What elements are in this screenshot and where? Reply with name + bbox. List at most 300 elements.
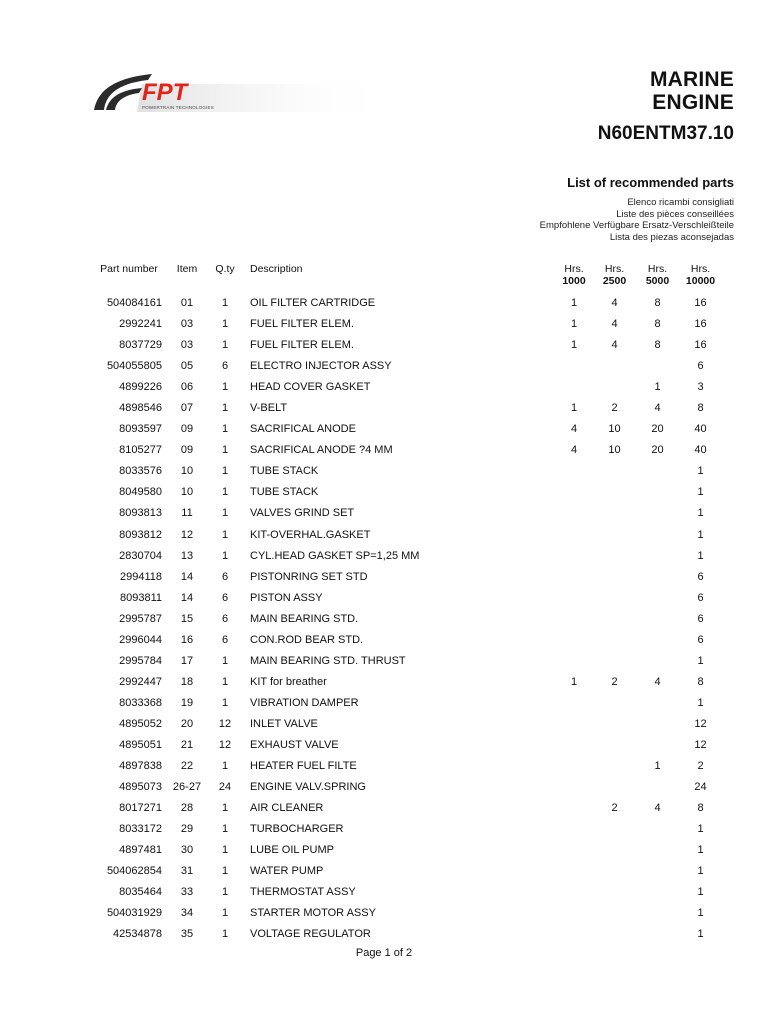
item-cell: 28 — [180, 802, 194, 815]
hrs-1000-cell — [555, 503, 593, 524]
item-cell: 29 — [180, 823, 194, 836]
hrs-5000-cell — [636, 503, 679, 524]
hrs-5000-cell: 4 — [654, 675, 661, 688]
description-cell: KIT for breather — [250, 675, 327, 688]
title-line-2: ENGINE — [652, 91, 734, 114]
item-cell: 01 — [180, 297, 194, 309]
table-row — [96, 735, 722, 756]
table-row — [96, 924, 722, 945]
hrs-2500-cell — [593, 735, 636, 756]
hrs-2500-cell: 4 — [611, 339, 618, 352]
engine-model: N60ENTM37.10 — [597, 123, 734, 144]
hrs-2500-cell — [593, 356, 636, 377]
qty-cell: 1 — [221, 865, 229, 878]
hrs-5000-cell — [636, 840, 679, 861]
hrs-10000-cell: 6 — [697, 570, 704, 583]
qty-cell: 1 — [221, 907, 229, 920]
hrs-2500-cell — [593, 924, 636, 945]
table-row — [96, 903, 722, 924]
description-cell: VOLTAGE REGULATOR — [250, 928, 371, 941]
hrs-10000-cell: 2 — [697, 760, 704, 773]
hrs-1000-cell — [555, 588, 593, 609]
hrs-10000-cell: 1 — [697, 844, 704, 857]
hrs-5000-cell — [636, 777, 679, 798]
item-cell: 10 — [180, 486, 194, 499]
hrs-5000-cell — [636, 693, 679, 714]
qty-cell: 1 — [221, 444, 229, 457]
hrs-10000-cell: 1 — [697, 696, 704, 709]
part-number-cell: 8105277 — [119, 444, 162, 457]
hrs-5000-cell: 1 — [654, 381, 661, 394]
table-row — [96, 651, 722, 672]
table-header-row — [96, 260, 722, 293]
part-number-cell: 8033172 — [119, 823, 162, 836]
qty-cell: 1 — [221, 549, 229, 562]
hrs-5000-cell — [636, 882, 679, 903]
hrs-value: 1000 — [562, 275, 586, 287]
hrs-5000-cell: 8 — [654, 297, 661, 309]
part-number-cell: 2996044 — [119, 633, 162, 646]
parts-table-body — [96, 293, 722, 945]
part-number-cell: 42534878 — [113, 928, 162, 941]
part-number-cell: 2992447 — [119, 675, 162, 688]
item-cell: 09 — [180, 444, 194, 457]
hrs-2500-cell — [593, 819, 636, 840]
description-cell: THERMOSTAT ASSY — [250, 886, 356, 899]
qty-cell: 1 — [221, 528, 229, 541]
fpt-wordmark: FPT — [142, 79, 188, 106]
description-cell: CON.ROD BEAR STD. — [250, 633, 364, 646]
col-hrs-10000 — [679, 260, 722, 293]
hrs-1000-cell — [555, 567, 593, 588]
description-cell: TUBE STACK — [250, 486, 319, 499]
description-cell: TUBE STACK — [250, 465, 319, 478]
hrs-2500-cell — [593, 461, 636, 482]
subtitle-block — [540, 174, 734, 243]
hrs-label: Hrs. — [564, 263, 584, 275]
qty-cell: 1 — [221, 928, 229, 941]
item-cell: 34 — [180, 907, 194, 920]
item-cell: 05 — [180, 360, 194, 373]
title-block — [598, 68, 734, 145]
qty-cell: 1 — [221, 486, 229, 499]
item-cell: 15 — [180, 612, 194, 625]
fpt-swoosh-icon — [92, 72, 392, 116]
hrs-1000-cell — [555, 819, 593, 840]
hrs-1000-cell — [555, 798, 593, 819]
part-number-cell: 8037729 — [119, 339, 162, 352]
hrs-2500-cell — [593, 567, 636, 588]
hrs-1000-cell: 4 — [570, 444, 578, 457]
hrs-1000-cell: 4 — [570, 423, 578, 436]
item-cell: 16 — [180, 633, 194, 646]
part-number-cell: 8049580 — [119, 486, 162, 499]
table-row — [96, 588, 722, 609]
hrs-10000-cell: 12 — [694, 738, 707, 751]
hrs-1000-cell: 1 — [570, 339, 578, 352]
qty-cell: 1 — [221, 760, 229, 773]
table-row — [96, 546, 722, 567]
hrs-10000-cell: 1 — [697, 865, 704, 878]
qty-cell: 1 — [221, 465, 229, 478]
hrs-2500-cell: 10 — [608, 444, 621, 457]
hrs-1000-cell — [555, 840, 593, 861]
qty-cell: 6 — [221, 360, 229, 373]
translation-fr: Liste des pièces conseillées — [616, 208, 734, 220]
hrs-5000-cell: 4 — [654, 802, 661, 815]
part-number-cell: 4895052 — [119, 717, 162, 730]
description-cell: PISTONRING SET STD — [250, 570, 368, 583]
qty-cell: 1 — [221, 318, 229, 331]
hrs-1000-cell — [555, 525, 593, 546]
hrs-1000-cell — [555, 377, 593, 398]
description-cell: FUEL FILTER ELEM. — [250, 339, 354, 352]
qty-cell: 1 — [221, 423, 229, 436]
hrs-1000-cell: 1 — [570, 675, 578, 688]
hrs-2500-cell — [593, 693, 636, 714]
hrs-10000-cell: 1 — [697, 528, 704, 541]
hrs-2500-cell — [593, 840, 636, 861]
hrs-1000-cell: 1 — [570, 297, 578, 309]
col-description: Description — [250, 263, 303, 275]
qty-cell: 6 — [221, 612, 229, 625]
table-row — [96, 777, 722, 798]
part-number-cell: 8033368 — [119, 696, 162, 709]
hrs-10000-cell: 6 — [697, 591, 704, 604]
hrs-2500-cell: 4 — [611, 318, 618, 331]
hrs-10000-cell: 40 — [694, 423, 707, 436]
table-row — [96, 398, 722, 419]
table-row — [96, 756, 722, 777]
hrs-5000-cell — [636, 609, 679, 630]
hrs-2500-cell: 2 — [611, 675, 618, 688]
item-cell: 26-27 — [172, 781, 202, 794]
description-cell: EXHAUST VALVE — [250, 738, 339, 751]
hrs-5000-cell — [636, 525, 679, 546]
qty-cell: 1 — [221, 802, 229, 815]
qty-cell: 6 — [221, 633, 229, 646]
qty-cell: 1 — [221, 823, 229, 836]
hrs-10000-cell: 6 — [697, 360, 704, 373]
table-row — [96, 335, 722, 356]
hrs-1000-cell — [555, 693, 593, 714]
hrs-5000-cell — [636, 924, 679, 945]
part-number-cell: 2994118 — [119, 570, 162, 583]
qty-cell: 1 — [221, 886, 229, 899]
hrs-1000-cell — [555, 756, 593, 777]
item-cell: 03 — [180, 339, 194, 352]
hrs-1000-cell — [555, 609, 593, 630]
hrs-2500-cell — [593, 630, 636, 651]
description-cell: KIT-OVERHAL.GASKET — [250, 528, 371, 541]
title-line-1: MARINE — [649, 68, 734, 91]
hrs-2500-cell — [593, 503, 636, 524]
hrs-1000-cell — [555, 714, 593, 735]
part-number-cell: 8017271 — [119, 802, 162, 815]
table-row — [96, 461, 722, 482]
hrs-10000-cell: 16 — [694, 318, 707, 331]
hrs-10000-cell: 1 — [697, 823, 704, 836]
table-row — [96, 630, 722, 651]
description-cell: VALVES GRIND SET — [250, 507, 355, 520]
description-cell: ELECTRO INJECTOR ASSY — [250, 360, 392, 373]
hrs-5000-cell: 8 — [654, 318, 661, 331]
table-row — [96, 840, 722, 861]
qty-cell: 1 — [221, 696, 229, 709]
hrs-2500-cell — [593, 609, 636, 630]
hrs-2500-cell — [593, 651, 636, 672]
part-number-cell: 4897481 — [119, 844, 162, 857]
hrs-2500-cell — [593, 756, 636, 777]
description-cell: ENGINE VALV.SPRING — [250, 781, 366, 794]
description-cell: CYL.HEAD GASKET SP=1,25 MM — [250, 549, 420, 562]
item-cell: 09 — [180, 423, 194, 436]
item-cell: 07 — [180, 402, 194, 415]
part-number-cell: 8035464 — [119, 886, 162, 899]
hrs-2500-cell — [593, 903, 636, 924]
table-row — [96, 356, 722, 377]
logo-tagline: POWERTRAIN TECHNOLOGIES — [142, 105, 214, 110]
table-row — [96, 293, 722, 314]
hrs-1000-cell — [555, 735, 593, 756]
part-number-cell: 4895051 — [119, 738, 162, 751]
hrs-2500-cell — [593, 525, 636, 546]
hrs-5000-cell — [636, 482, 679, 503]
hrs-1000-cell — [555, 651, 593, 672]
hrs-1000-cell — [555, 630, 593, 651]
hrs-10000-cell: 40 — [694, 444, 707, 457]
description-cell: FUEL FILTER ELEM. — [250, 318, 354, 331]
col-item: Item — [176, 263, 198, 275]
translation-it: Elenco ricambi consigliati — [627, 197, 734, 208]
description-cell: V-BELT — [250, 402, 288, 415]
part-number-cell: 2995787 — [119, 612, 162, 625]
hrs-5000-cell — [636, 714, 679, 735]
part-number-cell: 8093812 — [119, 528, 162, 541]
hrs-10000-cell: 6 — [697, 612, 704, 625]
description-cell: OIL FILTER CARTRIDGE — [250, 297, 376, 309]
hrs-5000-cell: 4 — [654, 402, 661, 415]
col-hrs-1000 — [555, 260, 593, 293]
translation-es: Lista des piezas aconsejadas — [609, 231, 734, 243]
table-row — [96, 672, 722, 693]
item-cell: 20 — [180, 717, 194, 730]
translation-de: Empfohlene Verfügbare Ersatz-Verschleißteile — [539, 220, 734, 232]
qty-cell: 24 — [218, 781, 232, 794]
hrs-1000-cell — [555, 546, 593, 567]
hrs-10000-cell: 24 — [694, 781, 707, 794]
fpt-logo — [92, 72, 392, 116]
description-cell: STARTER MOTOR ASSY — [250, 907, 376, 920]
table-row — [96, 482, 722, 503]
item-cell: 30 — [180, 844, 194, 857]
hrs-5000-cell — [636, 356, 679, 377]
item-cell: 31 — [180, 865, 194, 878]
hrs-10000-cell: 1 — [697, 507, 704, 520]
hrs-1000-cell — [555, 356, 593, 377]
hrs-2500-cell: 2 — [611, 802, 618, 815]
hrs-10000-cell: 6 — [697, 633, 704, 646]
table-row — [96, 440, 722, 461]
description-cell: VIBRATION DAMPER — [250, 696, 359, 709]
hrs-5000-cell — [636, 903, 679, 924]
hrs-10000-cell: 16 — [694, 339, 707, 352]
part-number-cell: 4898546 — [119, 402, 162, 415]
hrs-5000-cell: 1 — [654, 760, 661, 773]
description-cell: MAIN BEARING STD. — [250, 612, 359, 625]
hrs-1000-cell — [555, 861, 593, 882]
description-cell: HEAD COVER GASKET — [250, 381, 371, 394]
hrs-5000-cell: 20 — [651, 444, 664, 457]
hrs-2500-cell — [593, 482, 636, 503]
hrs-2500-cell: 10 — [608, 423, 621, 436]
table-row — [96, 567, 722, 588]
part-number-cell: 8093813 — [119, 507, 162, 520]
hrs-10000-cell: 8 — [697, 802, 704, 815]
hrs-5000-cell — [636, 861, 679, 882]
col-hrs-5000 — [636, 260, 679, 293]
col-part-number: Part number — [100, 263, 158, 275]
hrs-5000-cell: 20 — [651, 423, 664, 436]
item-cell: 18 — [180, 675, 194, 688]
description-cell: TURBOCHARGER — [250, 823, 344, 836]
hrs-2500-cell — [593, 588, 636, 609]
item-cell: 19 — [180, 696, 194, 709]
item-cell: 06 — [180, 381, 194, 394]
qty-cell: 1 — [221, 381, 229, 394]
hrs-10000-cell: 1 — [697, 907, 704, 920]
hrs-5000-cell — [636, 735, 679, 756]
hrs-10000-cell: 8 — [697, 675, 704, 688]
description-cell: WATER PUMP — [250, 865, 324, 878]
qty-cell: 1 — [221, 339, 229, 352]
table-row — [96, 525, 722, 546]
hrs-2500-cell: 4 — [611, 297, 618, 309]
hrs-1000-cell: 1 — [570, 318, 578, 331]
part-number-cell: 504062854 — [106, 865, 162, 878]
part-number-cell: 8033576 — [119, 465, 162, 478]
hrs-label: Hrs. — [604, 263, 625, 275]
hrs-10000-cell: 1 — [697, 654, 704, 667]
table-row — [96, 882, 722, 903]
hrs-value: 5000 — [645, 275, 670, 287]
hrs-2500-cell — [593, 714, 636, 735]
hrs-10000-cell: 1 — [697, 886, 704, 899]
hrs-1000-cell — [555, 482, 593, 503]
table-row — [96, 819, 722, 840]
hrs-2500-cell — [593, 882, 636, 903]
qty-cell: 1 — [221, 507, 229, 520]
description-cell: SACRIFICAL ANODE ?4 MM — [250, 444, 393, 457]
item-cell: 21 — [180, 738, 194, 751]
hrs-1000-cell — [555, 903, 593, 924]
hrs-value: 10000 — [685, 275, 716, 287]
qty-cell: 1 — [221, 844, 229, 857]
hrs-10000-cell: 12 — [694, 717, 707, 730]
table-row — [96, 377, 722, 398]
table-row — [96, 714, 722, 735]
col-qty: Q.ty — [215, 263, 235, 275]
table-row — [96, 503, 722, 524]
item-cell: 13 — [180, 549, 194, 562]
hrs-10000-cell: 1 — [697, 486, 704, 499]
description-cell: MAIN BEARING STD. THRUST — [250, 654, 406, 667]
hrs-5000-cell — [636, 819, 679, 840]
table-row — [96, 609, 722, 630]
hrs-10000-cell: 3 — [697, 381, 704, 394]
description-cell: AIR CLEANER — [250, 802, 324, 815]
description-cell: LUBE OIL PUMP — [250, 844, 334, 857]
description-cell: SACRIFICAL ANODE — [250, 423, 356, 436]
qty-cell: 12 — [218, 717, 232, 730]
hrs-label: Hrs. — [647, 263, 668, 275]
hrs-value: 2500 — [602, 275, 627, 287]
item-cell: 12 — [180, 528, 194, 541]
hrs-1000-cell — [555, 924, 593, 945]
hrs-5000-cell — [636, 588, 679, 609]
table-row — [96, 419, 722, 440]
list-title: List of recommended parts — [567, 175, 734, 190]
hrs-5000-cell — [636, 461, 679, 482]
hrs-label: Hrs. — [690, 263, 711, 275]
item-cell: 03 — [180, 318, 194, 331]
hrs-5000-cell — [636, 630, 679, 651]
hrs-1000-cell — [555, 461, 593, 482]
table-row — [96, 693, 722, 714]
part-number-cell: 4897838 — [119, 760, 162, 773]
item-cell: 22 — [180, 760, 194, 773]
hrs-10000-cell: 1 — [697, 465, 704, 478]
hrs-1000-cell — [555, 777, 593, 798]
hrs-2500-cell — [593, 861, 636, 882]
hrs-2500-cell — [593, 377, 636, 398]
item-cell: 11 — [181, 507, 193, 520]
hrs-10000-cell: 8 — [697, 402, 704, 415]
qty-cell: 1 — [221, 675, 229, 688]
item-cell: 35 — [180, 928, 194, 941]
hrs-2500-cell: 2 — [611, 402, 618, 415]
hrs-10000-cell: 1 — [697, 928, 704, 941]
description-cell: PISTON ASSY — [250, 591, 323, 604]
part-number-cell: 504055805 — [106, 360, 162, 373]
part-number-cell: 504084161 — [106, 297, 162, 309]
table-row — [96, 861, 722, 882]
qty-cell: 1 — [221, 654, 229, 667]
description-cell: INLET VALVE — [250, 717, 318, 730]
hrs-2500-cell — [593, 777, 636, 798]
page-indicator: Page 1 of 2 — [355, 947, 413, 959]
part-number-cell: 8093811 — [119, 591, 162, 604]
qty-cell: 1 — [221, 402, 229, 415]
table-row — [96, 798, 722, 819]
qty-cell: 6 — [221, 591, 229, 604]
hrs-5000-cell — [636, 651, 679, 672]
hrs-5000-cell — [636, 546, 679, 567]
qty-cell: 12 — [218, 738, 232, 751]
hrs-10000-cell: 1 — [697, 549, 704, 562]
part-number-cell: 4895073 — [119, 781, 162, 794]
part-number-cell: 4899226 — [119, 381, 162, 394]
hrs-1000-cell: 1 — [570, 402, 578, 415]
qty-cell: 1 — [221, 297, 229, 309]
item-cell: 14 — [180, 591, 194, 604]
part-number-cell: 8093597 — [119, 423, 162, 436]
item-cell: 17 — [180, 654, 194, 667]
part-number-cell: 2992241 — [119, 318, 162, 331]
part-number-cell: 2995784 — [119, 654, 162, 667]
hrs-1000-cell — [555, 882, 593, 903]
hrs-2500-cell — [593, 546, 636, 567]
